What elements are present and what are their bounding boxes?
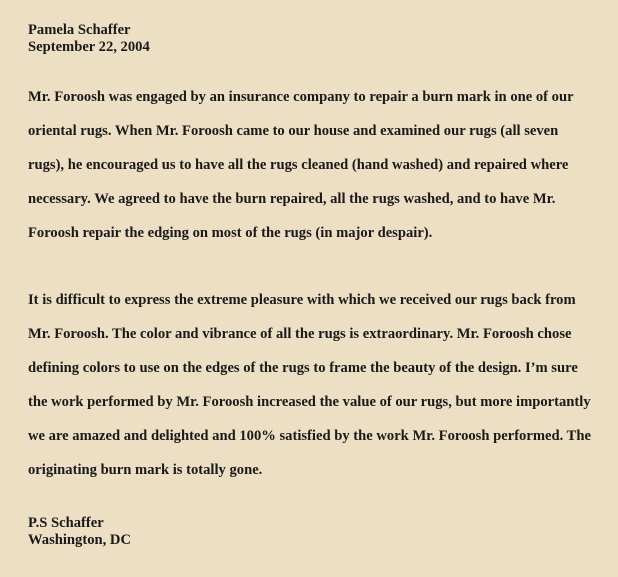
paragraph-2 [28,292,608,479]
paragraph-line: the work performed by Mr. Foroosh increased the value of our rugs, but more importantly [28,394,591,410]
paragraph-line: oriental rugs. When Mr. Foroosh came to our house and examined our rugs (all seven [28,123,559,139]
letter-date: September 22, 2004 [28,39,150,55]
paragraph-1 [28,89,608,242]
paragraph-line: originating burn mark is totally gone. [28,462,263,478]
paragraph-line: defining colors to use on the edges of the rugs to frame the beauty of the design. I’m sure [28,360,578,376]
paragraph-line: Mr. Foroosh was engaged by an insurance company to repair a burn mark in one of our [28,89,574,105]
paragraph-line: we are amazed and delighted and 100% satisfied by the work Mr. Foroosh performed. The [28,428,591,444]
signature-block [28,515,608,549]
signature-name: P.S Schaffer [28,515,104,531]
letter [28,22,608,549]
paragraph-line: Foroosh repair the edging on most of the rugs (in major despair). [28,225,433,241]
signature-location: Washington, DC [28,532,131,548]
paragraph-line: rugs), he encouraged us to have all the rugs cleaned (hand washed) and repaired where [28,157,569,173]
paragraph-line: It is difficult to express the extreme pleasure with which we received our rugs back from [28,292,576,308]
paragraph-line: necessary. We agreed to have the burn repaired, all the rugs washed, and to have Mr. [28,191,556,207]
author-name: Pamela Schaffer [28,22,131,38]
paragraph-line: Mr. Foroosh. The color and vibrance of all the rugs is extraordinary. Mr. Foroosh chose [28,326,572,342]
letter-header [28,22,608,56]
